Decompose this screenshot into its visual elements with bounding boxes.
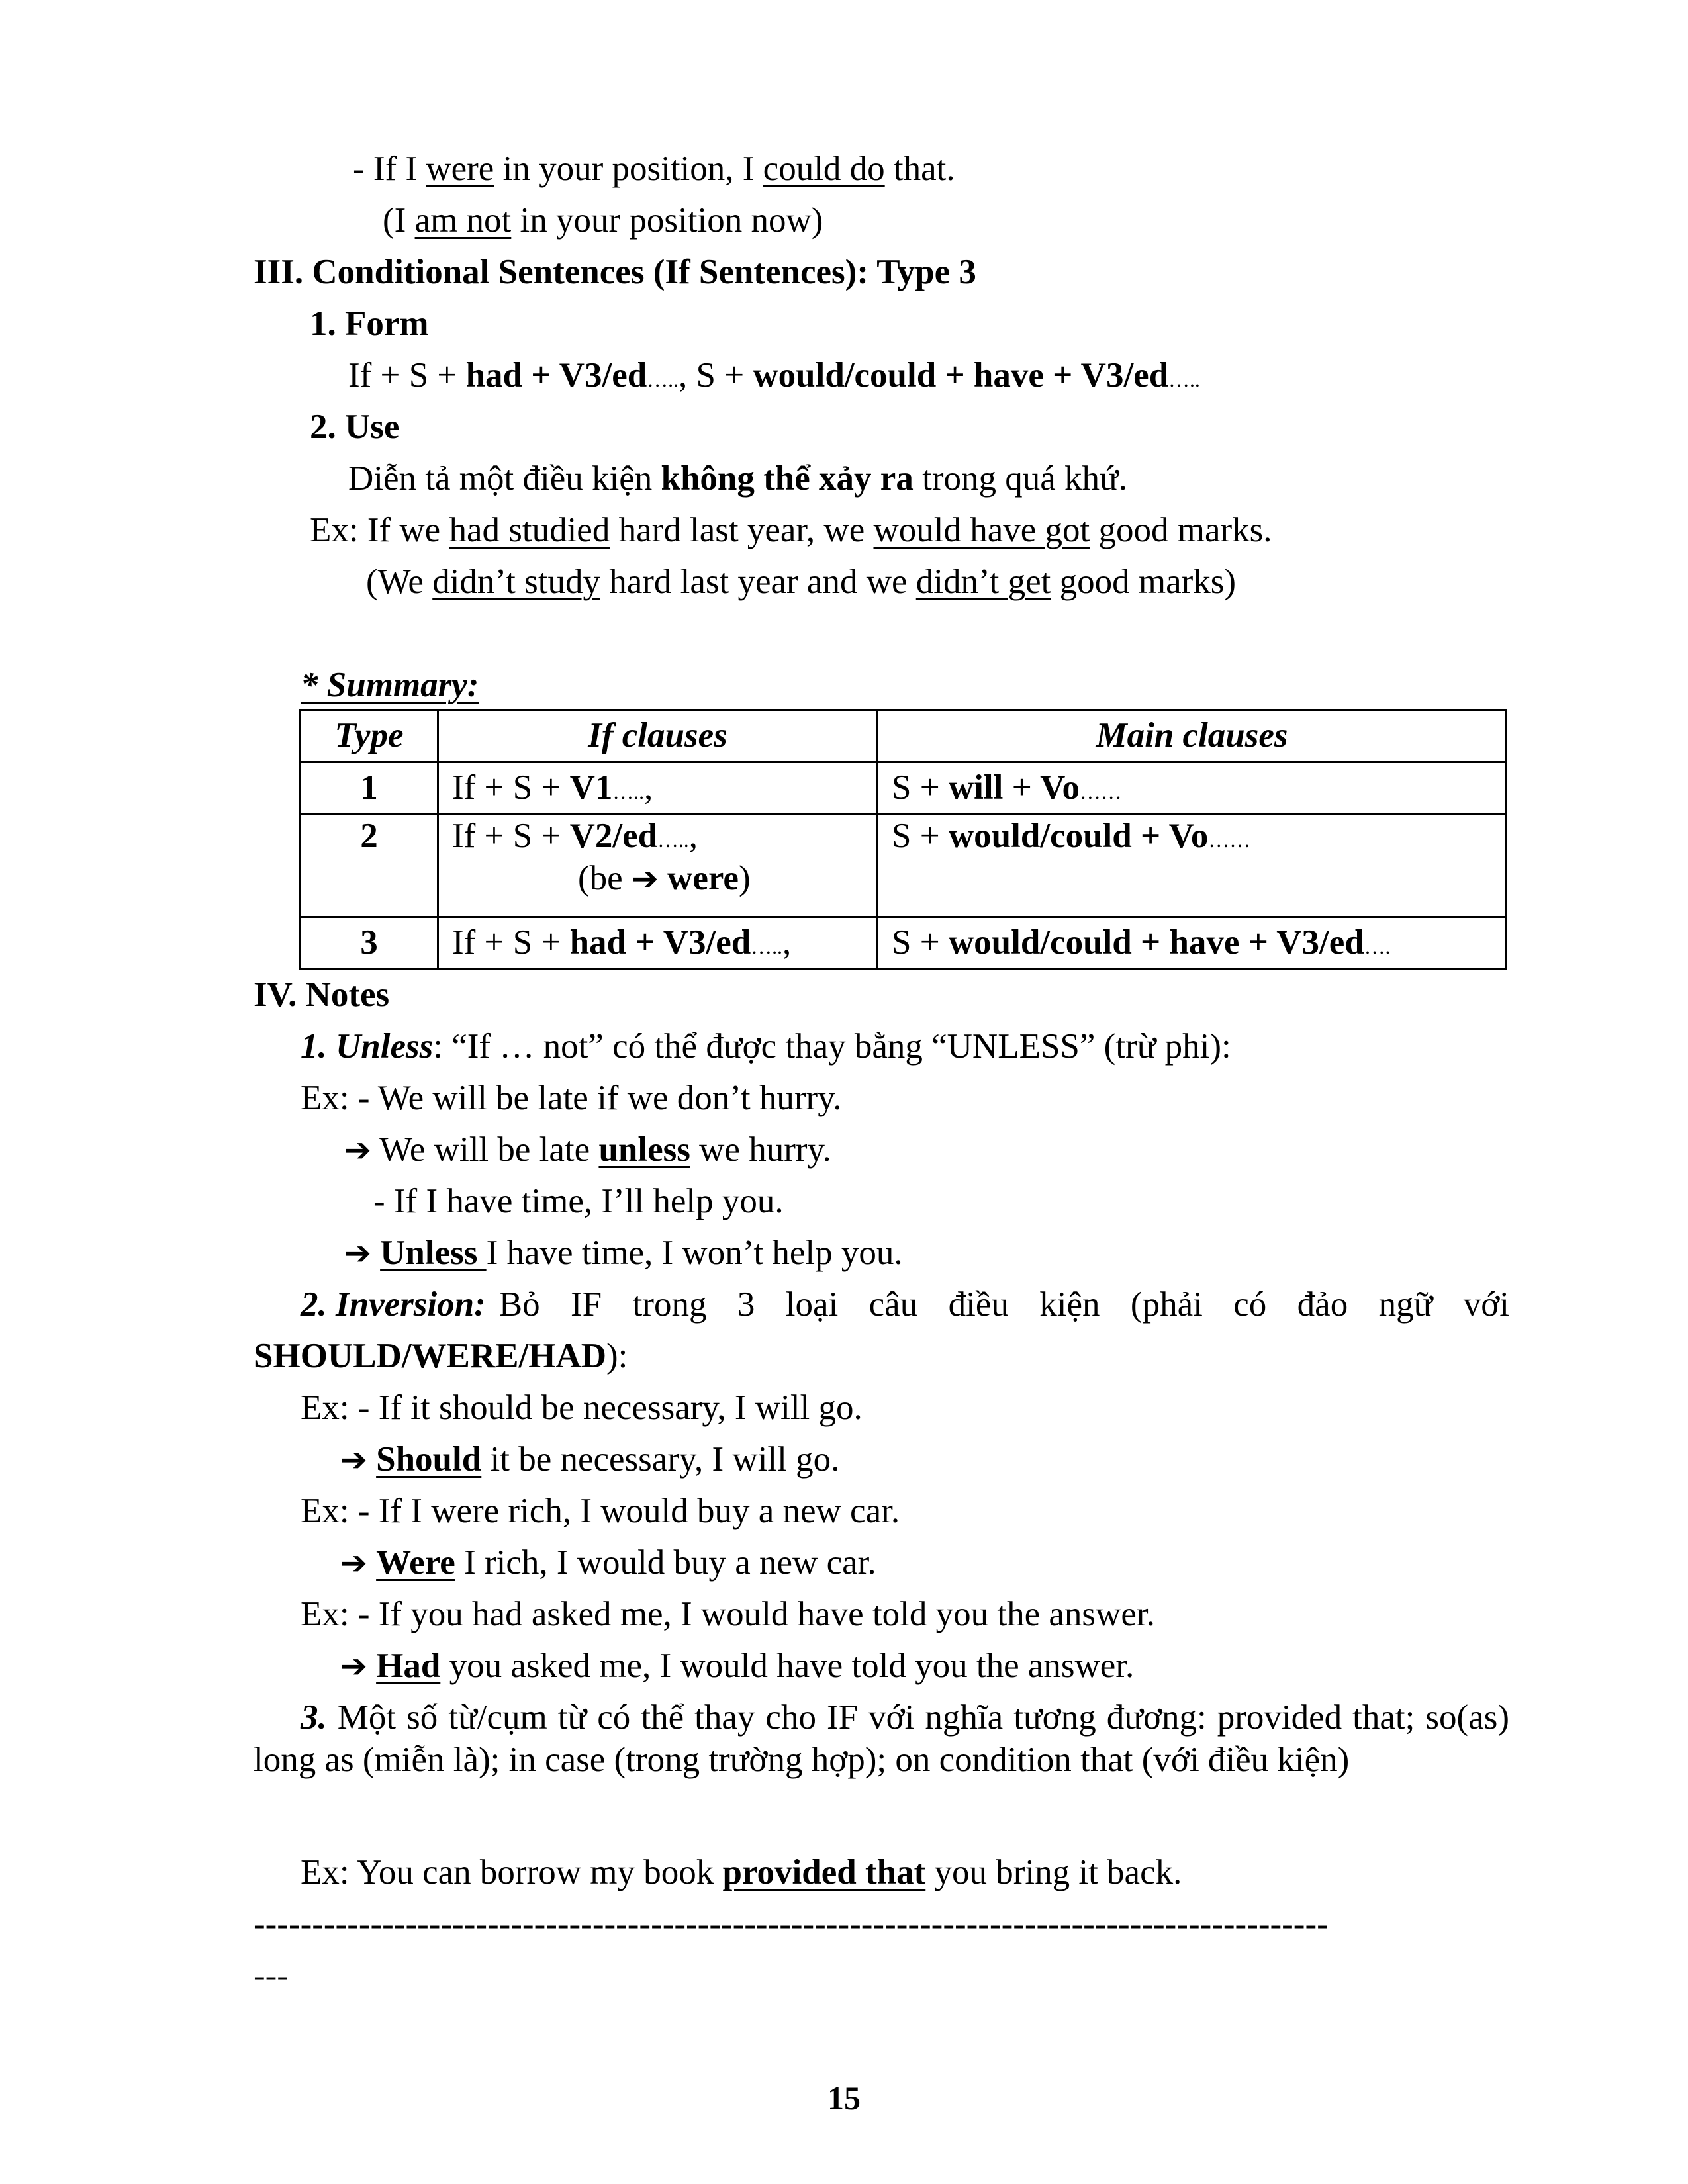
if-clause-cell [438,815,878,917]
underlined-text: had studied [449,511,610,549]
text-segment: If + S + [452,817,570,855]
inversion-example-2-rewrite [340,1542,876,1584]
bold-underlined-text: Had [376,1647,441,1685]
form-heading: 1. Form [310,304,429,343]
text-segment: , [688,817,698,855]
summary-title: * Summary: [301,666,479,704]
inversion-example-1-rewrite [340,1439,839,1481]
text-segment: If + S + [348,356,466,394]
type3-formula [348,355,1200,397]
bold-text: V2/ed [569,817,658,855]
bold-underlined-text: Were [376,1543,455,1582]
bold-underlined-text: unless [598,1130,690,1169]
main-clause-cell [878,917,1507,970]
bold-text: would/could + have + V3/ed [948,923,1364,962]
text-segment: we hurry. [690,1130,831,1169]
text-segment: I rich, I would buy a new car. [455,1543,876,1582]
text-segment: Bỏ IF trong 3 loại câu điều kiện (phải có đảo ngữ với [498,1285,1509,1324]
use-heading: 2. Use [310,408,400,446]
dots: ….. [751,935,782,959]
text-segment: , [782,923,792,962]
if-clause-line [452,815,863,858]
text-segment: good marks. [1090,511,1272,549]
type-cell: 1 [301,762,438,815]
text-segment: If + S + [452,923,570,962]
table-row [301,762,1507,815]
text-segment: hard last year, we [610,511,874,549]
table-header-row [301,710,1507,762]
alternatives-note [254,1697,1509,1781]
dots: ….. [657,829,689,852]
dashed-divider-end: --- [254,1956,289,1995]
text-segment: (be [578,858,632,897]
table-row [301,815,1507,917]
type3-example [310,510,1272,552]
table-row [301,917,1507,970]
text-segment: ) [738,858,751,897]
inversion-example-1: Ex: - If it should be necessary, I will go. [301,1388,863,1427]
dots: ….. [1168,368,1200,391]
note-label: 1. Unless [301,1027,434,1066]
underlined-text: didn’t get [915,563,1051,601]
text-segment: , [644,768,653,807]
unless-note [301,1026,1231,1068]
bold-underlined-text: provided that [722,1853,926,1891]
bold-underlined-text: Unless [380,1234,487,1272]
text-segment: Ex: If we [310,511,449,549]
section-3-heading: III. Conditional Sentences (If Sentences): Type 3 [254,253,976,291]
arrow-right-icon: ➔ [340,1648,367,1685]
text-segment: you bring it back. [925,1853,1182,1891]
intro-line-1 [353,148,955,191]
inversion-example-3: Ex: - If you had asked me, I would have told you the answer. [301,1595,1155,1633]
dots: …. [1364,935,1391,959]
underlined-text: could do [763,150,885,188]
text-segment: : “If … not” có thể được thay bằng “UNLESS” (trừ phi): [433,1027,1231,1066]
text-segment: good marks) [1051,563,1237,601]
text-segment: in your position now) [511,201,823,240]
text-segment: S + [892,923,949,962]
text-segment: ): [606,1337,628,1375]
if-clause-cell [438,762,878,815]
dots: ….. [612,780,645,804]
use-text [348,458,1127,500]
be-were-note [452,858,863,900]
summary-table [299,709,1507,970]
unless-example-1: Ex: - We will be late if we don’t hurry. [301,1079,842,1117]
text-segment: hard last year and we [600,563,916,601]
text-segment: Diễn tả một điều kiện [348,459,661,498]
inversion-note [301,1284,1509,1326]
if-clause-cell [438,917,878,970]
text-segment: in your position, I [494,150,763,188]
inversion-example-2: Ex: - If I were rich, I would buy a new car. [301,1492,900,1530]
bold-text: would/could + Vo [948,817,1209,855]
text-segment: Ex: You can borrow my book [301,1853,723,1891]
header-if-clauses: If clauses [438,710,878,762]
dots: ….. [647,368,679,391]
main-clause-cell [878,762,1507,815]
bold-text: SHOULD/WERE/HAD [254,1337,607,1375]
type3-example-note [366,561,1236,604]
bold-text: had + V3/ed [569,923,751,962]
text-segment: If + S + [452,768,570,807]
inversion-example-3-rewrite [340,1645,1134,1688]
header-main-clauses: Main clauses [878,710,1507,762]
bold-text: V1 [569,768,613,807]
text-segment: it be necessary, I will go. [481,1440,840,1479]
arrow-right-icon: ➔ [340,1545,367,1582]
note-label: 3. [301,1698,327,1737]
type-cell: 2 [301,815,438,917]
text-segment: - If I [353,150,426,188]
bold-text: không thể xảy ra [661,459,914,498]
underlined-text: am not [414,201,512,240]
text-segment: S + [892,817,949,855]
main-clause-cell [878,815,1507,917]
note-label: 2. Inversion: [301,1285,486,1324]
bold-underlined-text: Should [376,1440,482,1479]
text-segment: I have time, I won’t help you. [486,1234,903,1272]
type-cell: 3 [301,917,438,970]
text-segment: S + [892,768,949,807]
unless-example-2-rewrite [344,1232,903,1275]
arrow-right-icon: ➔ [340,1441,367,1479]
underlined-text: would have got [873,511,1090,549]
underlined-text: didn’t study [432,563,600,601]
bold-text: were [667,858,739,897]
text-segment: , S + [678,356,753,394]
underlined-text: were [426,150,494,188]
alternatives-example [301,1852,1182,1894]
bold-text: had + V3/ed [465,356,647,394]
header-type: Type [301,710,438,762]
text-segment: (We [366,563,433,601]
text-segment: (I [383,201,415,240]
text-segment: that. [884,150,955,188]
dashed-divider: -------------------------------------------------------------------------------------------- [254,1905,1329,1943]
inversion-note-cont [254,1336,628,1378]
arrow-right-icon: ➔ [344,1235,371,1272]
dots: …… [1079,780,1122,804]
bold-text: will + Vo [948,768,1080,807]
intro-line-2 [383,200,823,242]
arrow-right-icon: ➔ [344,1132,371,1169]
page-number: 15 [827,2079,861,2116]
unless-example-2: - If I have time, I’ll help you. [373,1182,784,1220]
text-segment: you asked me, I would have told you the answer. [440,1647,1135,1685]
unless-example-1-rewrite [344,1129,831,1171]
section-4-heading: IV. Notes [254,976,390,1014]
text-segment: trong quá khứ. [913,459,1127,498]
arrow-right-icon: ➔ [631,860,659,897]
text-segment: We will be late [371,1130,599,1169]
text-segment: Một số từ/cụm từ có thể thay cho IF với nghĩa tương đương: provided that; so(as) long as (miễn là); in case (trong trường hợp); on condition that (với điều kiện) [254,1698,1509,1779]
bold-text: would/could + have + V3/ed [753,356,1169,394]
dots: …… [1208,829,1250,852]
